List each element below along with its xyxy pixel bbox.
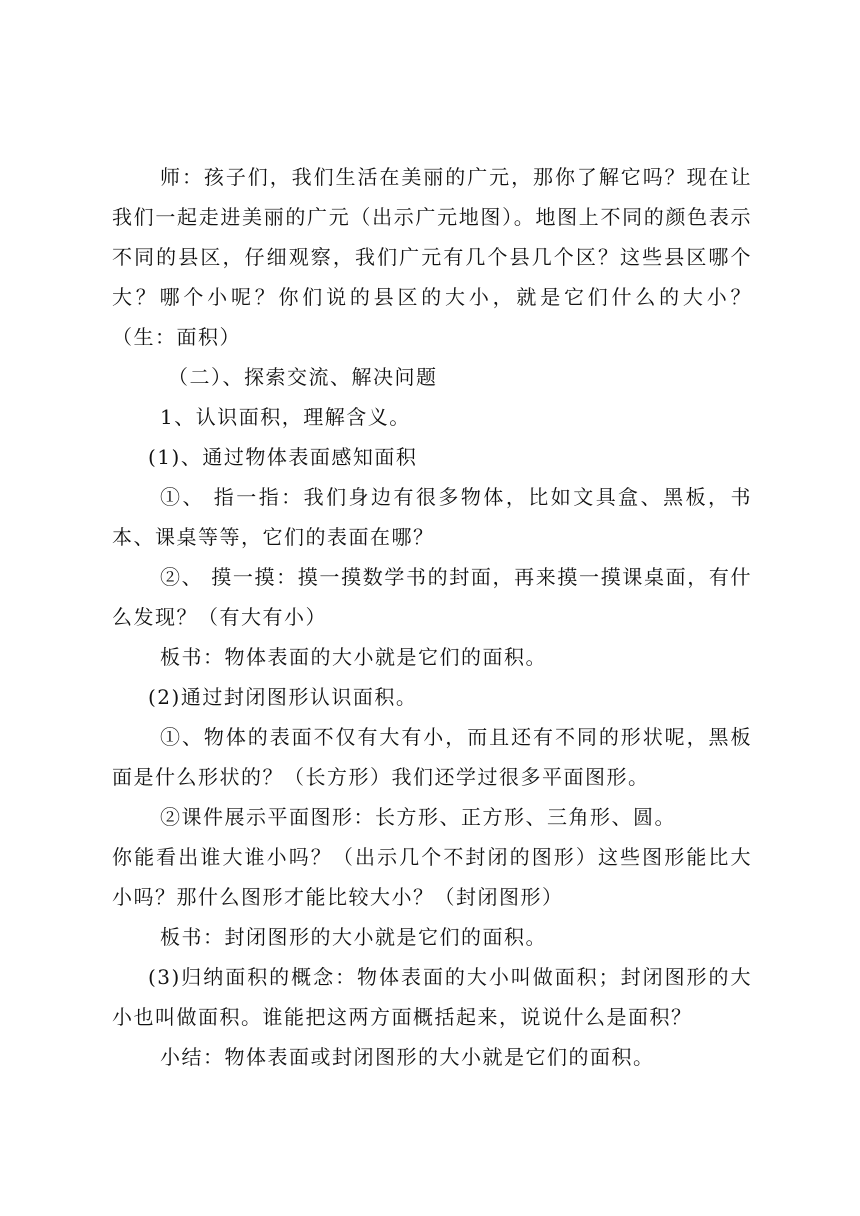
step-point-2: ②、 摸一摸：摸一摸数学书的封面，再来摸一摸课桌面，有什么发现？（有大有小） xyxy=(112,565,752,629)
intro-paragraph: 师：孩子们，我们生活在美丽的广元，那你了解它吗？现在让我们一起走进美丽的广元（出示广元地图）。地图上不同的颜色表示不同的县区，仔细观察，我们广元有几个县几个区？这些县区哪个大？哪个小呢？你们说的县区的大小，就是它们什么的大小？（生：面积） xyxy=(112,165,752,349)
board-note-1: 板书：物体表面的大小就是它们的面积。 xyxy=(160,645,547,669)
document-body xyxy=(112,157,752,1077)
step-heading-1: (1)、通过物体表面感知面积 xyxy=(148,445,418,469)
step-point-4: ②课件展示平面图形：长方形、正方形、三角形、圆。 xyxy=(160,805,676,829)
subsection-heading: 1、认识面积，理解含义。 xyxy=(160,405,411,429)
summary-paragraph: 小结：物体表面或封闭图形的大小就是它们的面积。 xyxy=(160,1045,655,1069)
step-point-3: ①、物体的表面不仅有大有小，而且还有不同的形状呢，黑板面是什么形状的？（长方形）我们还学过很多平面图形。 xyxy=(112,725,752,789)
question-paragraph: 你能看出谁大谁小吗？（出示几个不封闭的图形）这些图形能比大小吗？那什么图形才能比较大小？（封闭图形） xyxy=(112,845,752,909)
step-heading-3: (3)归纳面积的概念：物体表面的大小叫做面积；封闭图形的大小也叫做面积。谁能把这两方面概括起来，说说什么是面积？ xyxy=(112,965,752,1029)
step-point-1: ①、 指一指：我们身边有很多物体，比如文具盒、黑板，书本、课桌等等，它们的表面在哪？ xyxy=(112,485,752,549)
step-heading-2: (2)通过封闭图形认识面积。 xyxy=(148,685,418,709)
section-heading: （二）、探索交流、解决问题 xyxy=(168,365,438,389)
board-note-2: 板书：封闭图形的大小就是它们的面积。 xyxy=(160,925,547,949)
